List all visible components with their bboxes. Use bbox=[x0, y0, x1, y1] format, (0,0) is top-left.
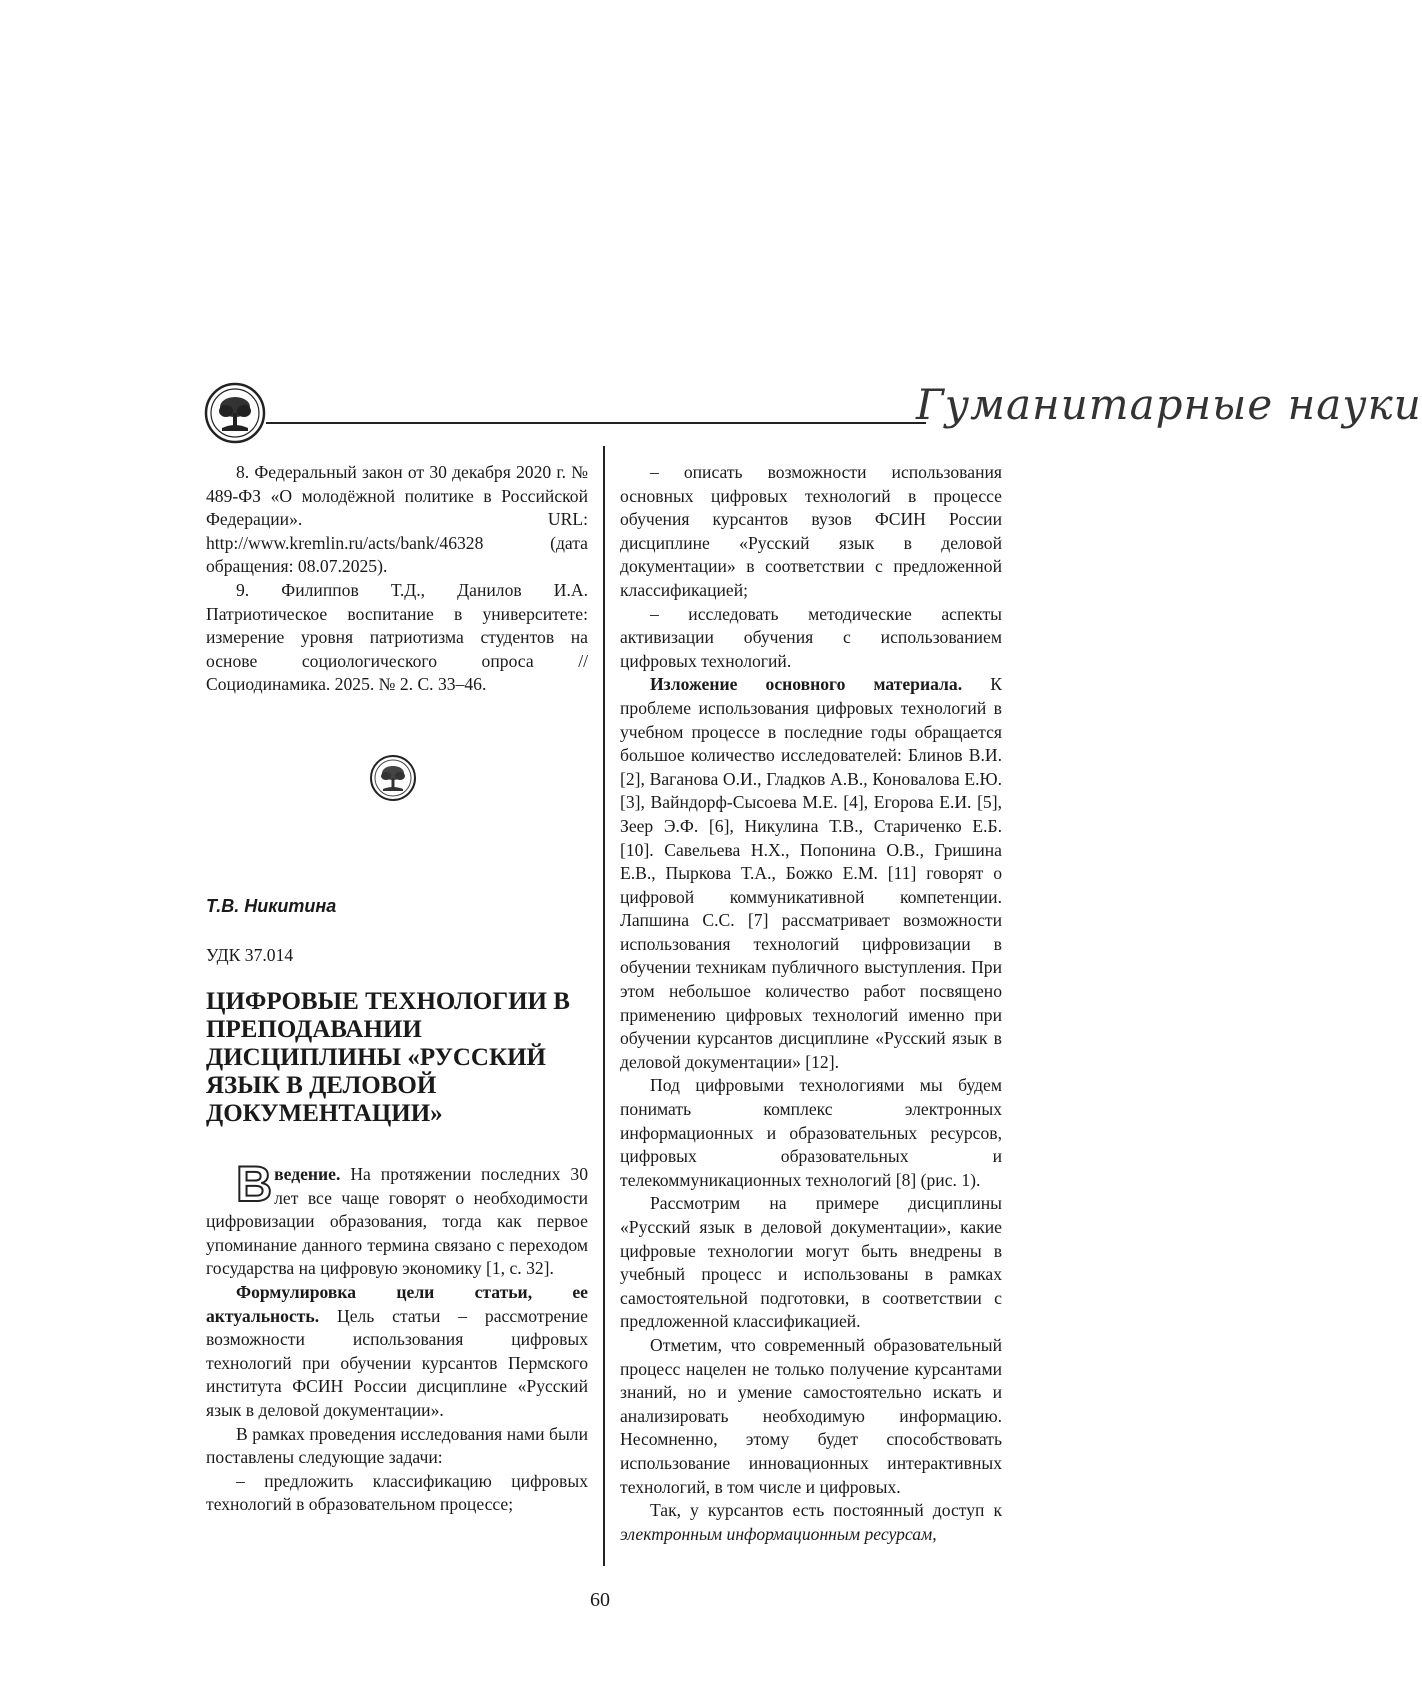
column-divider bbox=[603, 446, 605, 1566]
task-item: – исследовать методические аспекты активизации обучения с использованием цифровых технологий. bbox=[620, 603, 1002, 671]
definition-paragraph: Под цифровыми технологиями мы будем понимать комплекс электронных информационных и образовательных ресурсов, цифровых образовательных и телекоммуникационных технологий [8] (рис. 1). bbox=[620, 1075, 1002, 1190]
access-text: Так, у курсантов есть постоянный доступ к bbox=[650, 1500, 1002, 1521]
references-list bbox=[206, 461, 588, 697]
article-body-right bbox=[620, 461, 1002, 1546]
article-body-left bbox=[206, 1156, 588, 1517]
goal-heading: Формулировка цели статьи, ее актуальность. bbox=[206, 1281, 588, 1326]
note-paragraph: Отметим, что современный образовательный процесс нацелен не только получение курсантами знаний, но и умение самостоятельно искать и анализировать необходимую информацию. Несомненно, этому будет способствовать использование инновационных интерактивных технологий, в том числе и цифровых. bbox=[620, 1334, 1002, 1497]
section-title: Гуманитарные науки bbox=[916, 380, 1422, 429]
reference-item: 9. Филиппов Т.Д., Данилов И.А. Патриотическое воспитание в университете: измерение уровня патриотизма студентов на основе социологического опроса // Социодинамика. 2025. № 2. С. 33–46. bbox=[206, 579, 588, 695]
tree-ornament-icon bbox=[369, 754, 417, 802]
intro-paragraph bbox=[206, 1156, 588, 1281]
access-italic-text: электронным информационным ресурсам, bbox=[620, 1523, 937, 1544]
article-author: Т.В. Никитина bbox=[206, 896, 337, 916]
main-text: К проблеме использования цифровых технологий в учебном процессе в последние годы обращается большое количество исследователей: Блинов В.И. [2], Ваганова О.И., Гладков А.В., Коновалова Е.Ю. [3], Вайндорф-Сысоева М.Е. [4], Егорова Е.И. [5], Зеер Э.Ф. [6], Никулина Т.В., Стариченко Е.Б. [10]. Савельева Н.Х., Попонина О.В., Гришина Е.В., Пыркова Т.А., Божко Е.М. [11] говорят о цифровой коммуникативной компетенции. Лапшина С.С. [7] рассматривает возможности использования технологий цифровизации в обучении техникам публичного выступления. При этом небольшое количество работ посвящено применению цифровых технологий именно при обучении курсантов дисциплине «Русский язык в деловой документации» [12]. bbox=[620, 674, 1002, 1072]
goal-text: Цель статьи – рассмотрение возможности использования цифровых технологий при обучении курсантов Пермского института ФСИН России дисциплине «Русский язык в деловой документации». bbox=[206, 1305, 588, 1420]
goal-paragraph bbox=[206, 1281, 588, 1423]
reference-item: 8. Федеральный закон от 30 декабря 2020 г. № 489-ФЗ «О молодёжной политике в Российской Федерации». URL: http://www.kremlin.ru/acts/bank/46328 (дата обращения: 08.07.2025). bbox=[206, 462, 588, 577]
intro-heading: ведение. bbox=[274, 1164, 341, 1184]
drop-cap: В bbox=[236, 1156, 273, 1212]
example-paragraph: Рассмотрим на примере дисциплины «Русский язык в деловой документации», какие цифровые технологии могут быть внедрены в учебный процесс и использованы в рамках самостоятельной подготовки, в соответствии с предложенной классификацией. bbox=[620, 1193, 1002, 1332]
article-title: ЦИФРОВЫЕ ТЕХНОЛОГИИ В ПРЕПОДАВАНИИ ДИСЦИПЛИНЫ «РУССКИЙ ЯЗЫК В ДЕЛОВОЙ ДОКУМЕНТАЦИИ» bbox=[206, 988, 570, 1127]
intro-text: На протяжении последних 30 лет все чаще говорят о необходимости цифровизации образования, тогда как первое упоминание данного термина связано с переходом государства на цифровую экономику [1, с. 32]. bbox=[206, 1164, 588, 1279]
access-paragraph bbox=[620, 1499, 1002, 1546]
tree-emblem-icon bbox=[204, 382, 266, 444]
header-rule bbox=[266, 422, 926, 424]
task-item: – описать возможности использования основных цифровых технологий в процессе обучения курсантов вузов ФСИН России дисциплине «Русский язык в деловой документации» в соответствии с предложенной классификацией; bbox=[620, 462, 1002, 600]
tasks-intro: В рамках проведения исследования нами были поставлены следующие задачи: bbox=[206, 1423, 588, 1468]
page-number: 60 bbox=[590, 1589, 610, 1611]
udk-code: УДК 37.014 bbox=[206, 945, 294, 965]
main-paragraph bbox=[620, 673, 1002, 1074]
running-header bbox=[204, 380, 1422, 450]
main-heading: Изложение основного материала. bbox=[650, 674, 963, 695]
task-item: – предложить классификацию цифровых технологий в образовательном процессе; bbox=[206, 1470, 588, 1515]
